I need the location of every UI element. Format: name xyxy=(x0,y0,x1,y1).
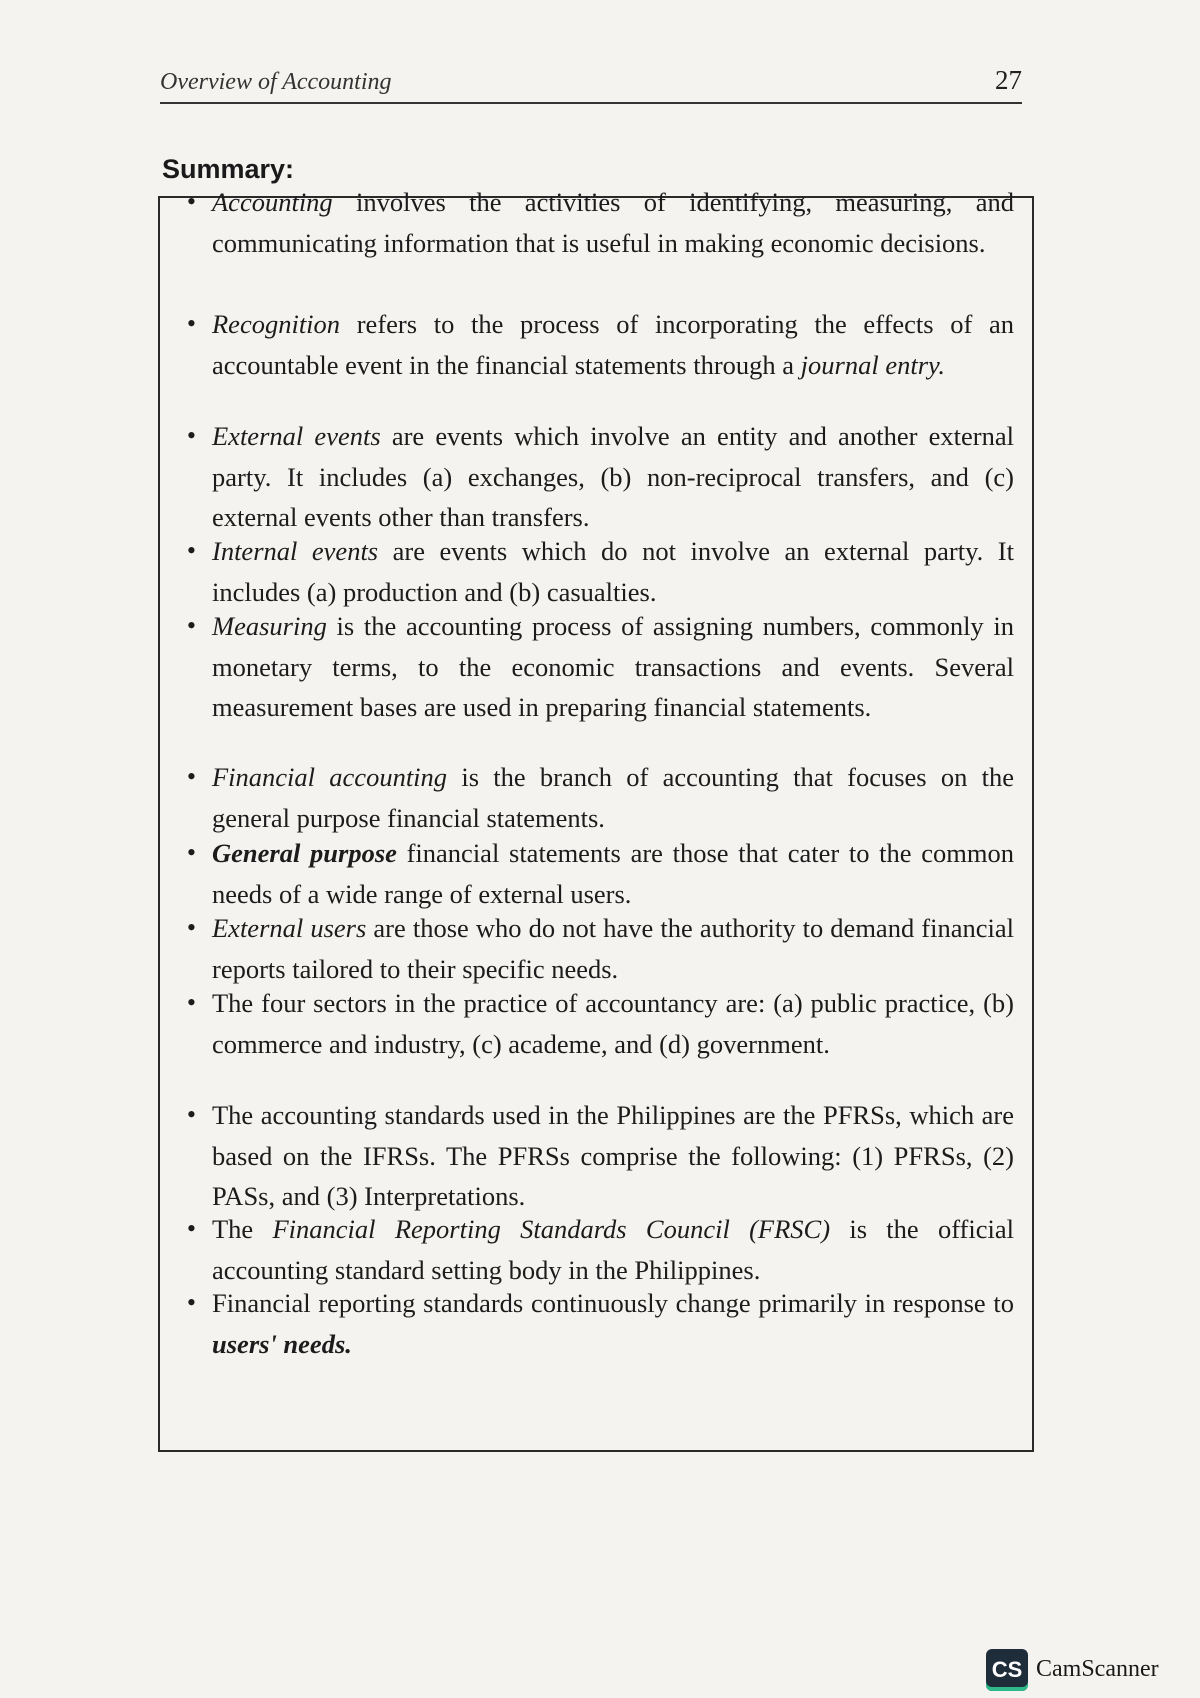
term-users-needs: users' needs. xyxy=(212,1328,352,1359)
bullet-icon: • xyxy=(186,1288,196,1317)
camscanner-logo-icon: CS xyxy=(986,1649,1028,1691)
term-frsc: Financial Reporting Standards Council (FRSC) xyxy=(272,1214,831,1244)
term-internal-events: Internal events xyxy=(212,536,379,566)
bullet-icon: • xyxy=(186,611,196,640)
bullet-icon: • xyxy=(186,913,196,942)
bullet-icon: • xyxy=(186,762,196,791)
term-accounting: Accounting xyxy=(212,187,333,217)
page-number: 27 xyxy=(995,65,1022,95)
term-external-users: External users xyxy=(212,913,367,943)
term-external-events: External events xyxy=(212,421,381,451)
summary-box: • Accounting involves the activities of identifying, measuring, and communicating information that is useful in making economic decisions. • Recognition refers to the process of incorporating the effects of an accountable event in the financial statements through a journal entry. • External events are events which involve an entity and another external party. It includes (a) exchanges, (b) non-reciprocal transfers, and (c) external events other than transfers. • Internal events are events which do not involve an external party. It includes (a) production and (b) casualties. • Measuring is the accounting process of assigning numbers, commonly in monetary terms, to the economic transactions and events. Several measurement bases are used in preparing financial statements. • Financial accounting is the branch of accounting that focuses on the general purpose financial statements. • General purpose financial statements are those that cater to the common needs of a wide range of external users. • External users are those who do not have the authority to demand financial reports tailored to their specific needs. • The four sectors in the practice of accountancy are: (a) public practice, (b) commerce and industry, (c) academe, and (d) government. • The accounting standards used in the Philippines are the PFRSs, which are based on the IFRSs. The PFRSs comprise the following: (1) PFRSs, (2) PASs, and (3) Interpretations. • The Financial Reporting Standards Council (FRSC) is the official accounting standard setting body in the Philippines. • Financial reporting standards continuously change primarily in response to users' needs. xyxy=(158,196,1034,1452)
term-recognition: Recognition xyxy=(212,309,341,339)
bullet-icon: • xyxy=(186,1214,196,1243)
term-measuring: Measuring xyxy=(212,611,327,641)
running-head: Overview of Accounting xyxy=(160,69,392,95)
bullet-icon: • xyxy=(186,838,196,867)
term-journal-entry: journal entry. xyxy=(800,349,945,380)
page-header xyxy=(160,52,1022,104)
term-financial-accounting: Financial accounting xyxy=(212,762,448,792)
bullet-icon: • xyxy=(186,421,196,450)
bullet-icon: • xyxy=(186,1100,196,1129)
bullet-icon: • xyxy=(186,187,196,216)
camscanner-watermark: CamScanner xyxy=(1036,1656,1159,1682)
bullet-icon: • xyxy=(186,536,196,565)
bullet-icon: • xyxy=(186,988,196,1017)
bullet-icon: • xyxy=(186,309,196,338)
term-general-purpose: General purpose xyxy=(212,838,397,868)
summary-heading: Summary: xyxy=(162,154,295,184)
